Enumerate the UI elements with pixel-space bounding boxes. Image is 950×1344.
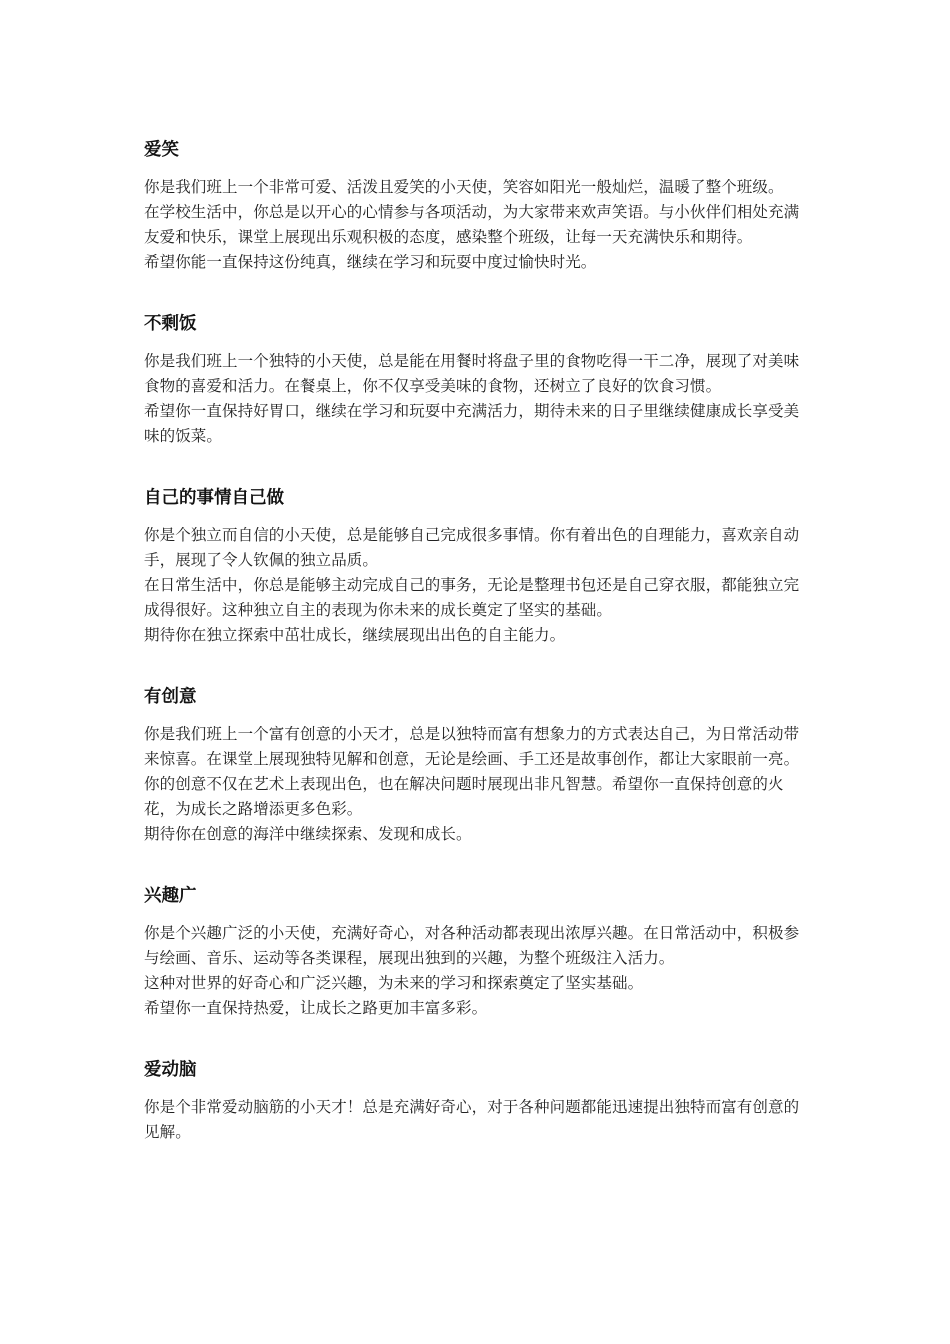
section-title: 兴趣广 [144, 886, 197, 906]
section-title: 爱动脑 [144, 1060, 197, 1080]
comment-section-interests [144, 880, 810, 1021]
comment-section-independent [144, 482, 810, 648]
section-title: 自己的事情自己做 [144, 488, 284, 508]
paragraph: 你是个独立而自信的小天使，总是能够自己完成很多事情。你有着出色的自理能力，喜欢亲自动手，展现了令人钦佩的独立品质。 [144, 526, 800, 569]
paragraph: 你是我们班上一个独特的小天使，总是能在用餐时将盘子里的食物吃得一干二净，展现了对美味食物的喜爱和活力。在餐桌上，你不仅享受美味的食物，还树立了良好的饮食习惯。 [144, 352, 800, 395]
paragraph: 在日常生活中，你总是能够主动完成自己的事务，无论是整理书包还是自己穿衣服，都能独立完成得很好。这种独立自主的表现为你未来的成长奠定了坚实的基础。 [144, 576, 800, 619]
comment-section-thinking [144, 1054, 810, 1145]
section-title: 不剩饭 [144, 314, 197, 334]
section-title: 有创意 [144, 687, 197, 707]
paragraph: 你是我们班上一个富有创意的小天才，总是以独特而富有想象力的方式表达自己，为日常活动带来惊喜。在课堂上展现独特见解和创意，无论是绘画、手工还是故事创作，都让大家眼前一亮。 [144, 725, 800, 768]
paragraph: 这种对世界的好奇心和广泛兴趣，为未来的学习和探索奠定了坚实基础。 [144, 974, 644, 992]
comment-section-laughing [144, 134, 810, 275]
paragraph: 你的创意不仅在艺术上表现出色，也在解决问题时展现出非凡智慧。希望你一直保持创意的火花，为成长之路增添更多色彩。 [144, 775, 784, 818]
paragraph: 期待你在创意的海洋中继续探索、发现和成长。 [144, 825, 472, 843]
comment-section-creative [144, 681, 810, 847]
paragraph: 你是个兴趣广泛的小天使，充满好奇心，对各种活动都表现出浓厚兴趣。在日常活动中，积极参与绘画、音乐、运动等各类课程，展现出独到的兴趣，为整个班级注入活力。 [144, 924, 800, 967]
comment-section-clean-plate [144, 308, 810, 449]
paragraph: 在学校生活中，你总是以开心的心情参与各项活动，为大家带来欢声笑语。与小伙伴们相处充满友爱和快乐，课堂上展现出乐观积极的态度，感染整个班级，让每一天充满快乐和期待。 [144, 203, 800, 246]
section-title: 爱笑 [144, 140, 179, 160]
paragraph: 你是我们班上一个非常可爱、活泼且爱笑的小天使，笑容如阳光一般灿烂，温暖了整个班级。 [144, 178, 784, 196]
paragraph: 你是个非常爱动脑筋的小天才！总是充满好奇心，对于各种问题都能迅速提出独特而富有创意的见解。 [144, 1098, 800, 1141]
paragraph: 希望你一直保持热爱，让成长之路更加丰富多彩。 [144, 999, 488, 1017]
paragraph: 希望你能一直保持这份纯真，继续在学习和玩耍中度过愉快时光。 [144, 253, 597, 271]
document-page [144, 134, 810, 1178]
paragraph: 期待你在独立探索中茁壮成长，继续展现出出色的自主能力。 [144, 626, 566, 644]
paragraph: 希望你一直保持好胃口，继续在学习和玩耍中充满活力，期待未来的日子里继续健康成长享受美味的饭菜。 [144, 402, 800, 445]
